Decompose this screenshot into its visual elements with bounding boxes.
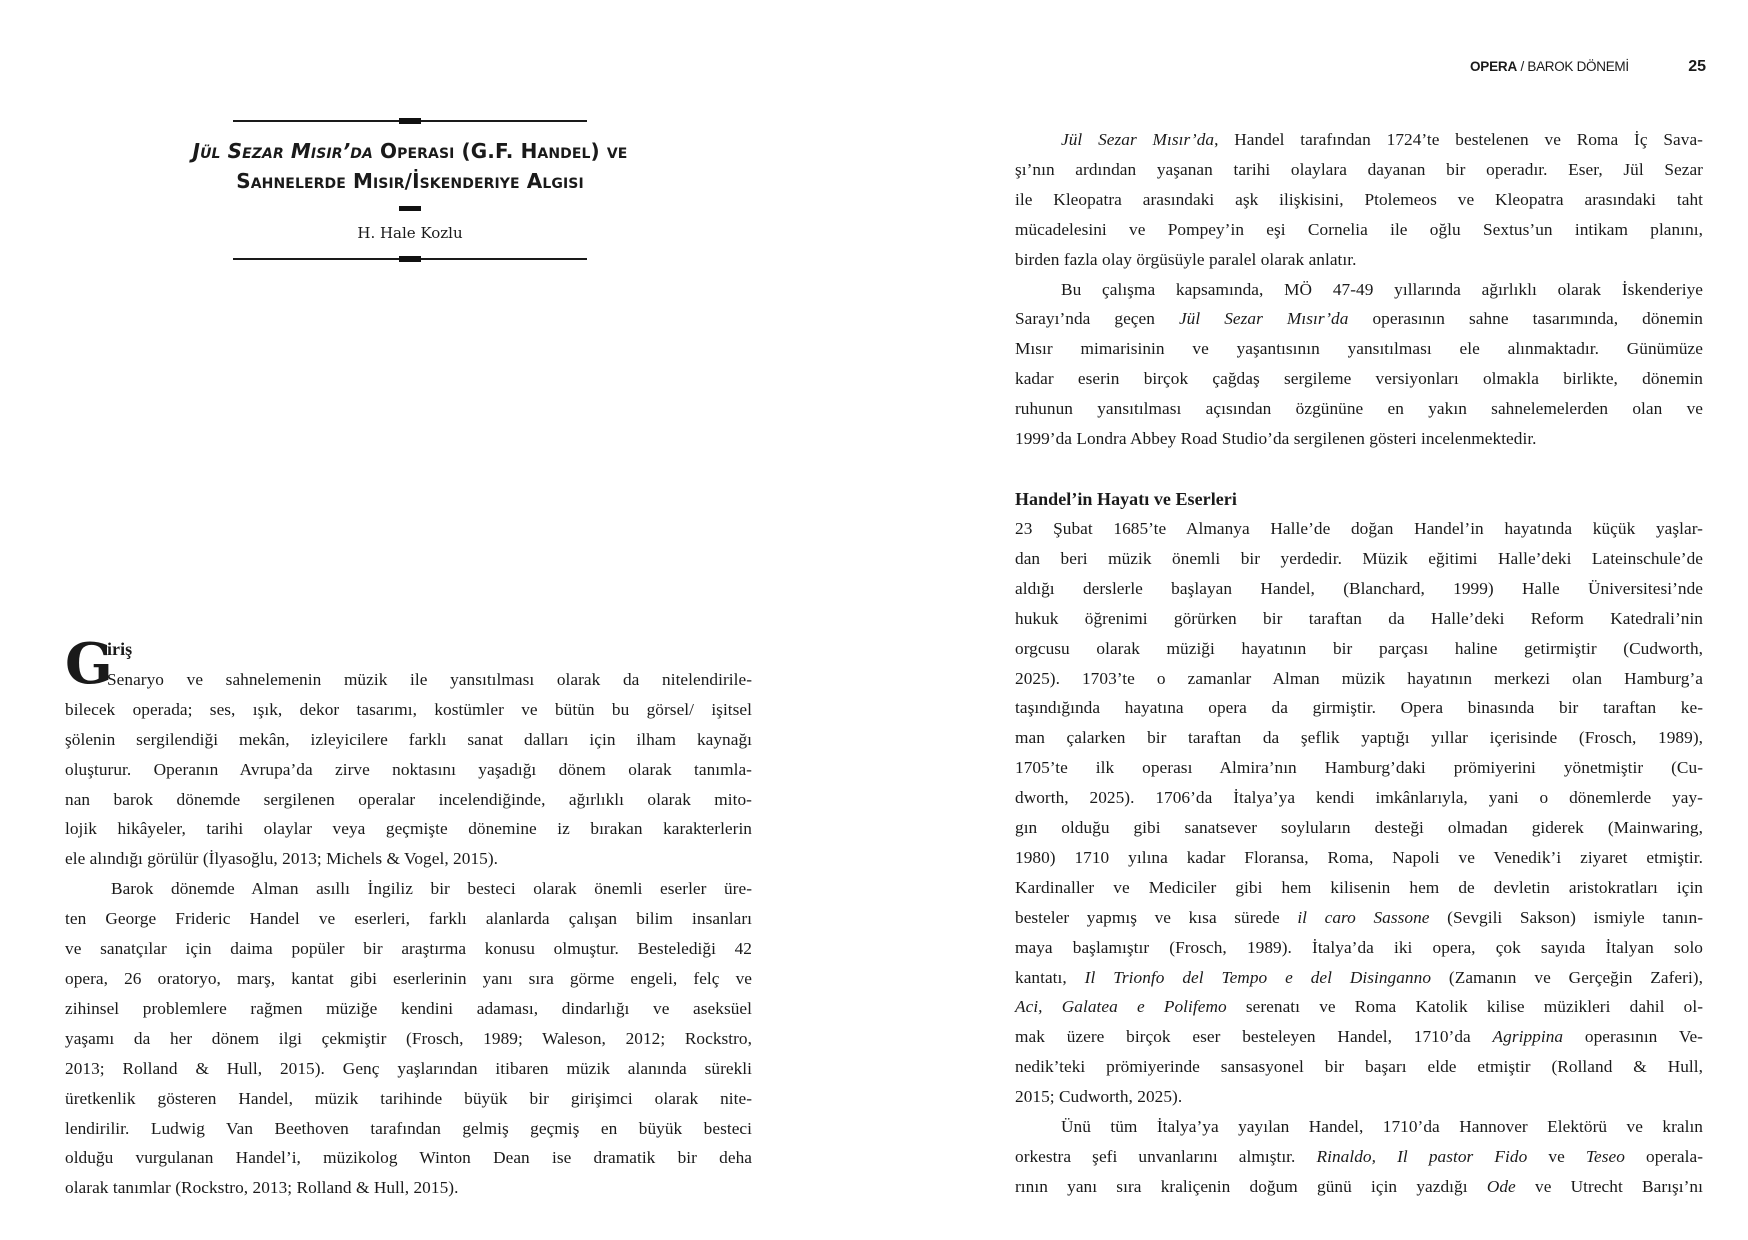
text-line: mak üzere birçok eser besteleyen Handel, 1710’da Agrippina operasının Ve- xyxy=(1015,1027,1703,1047)
text-line: mücadelesini ve Pompey’in eşi Cornelia ile oğlu Sextus’un intikam planını, xyxy=(1015,219,1703,239)
paragraph-handel-intro xyxy=(65,874,752,1203)
text-line: Jül Sezar Mısır’da, Handel tarafından 1724’te bestelenen ve Roma İç Sava- xyxy=(1061,130,1703,149)
title-dash-ornament xyxy=(399,206,421,211)
opera-title-italic: Jül Sezar Mısır’da xyxy=(1061,130,1215,149)
text-line: oluşturur. Operanın Avrupa’da zirve noktasını yaşadığı dönem olarak tanımla- xyxy=(65,759,752,779)
text-line: lendirilir. Ludwig Van Beethoven tarafından gelmiş geçmiş en büyük besteci xyxy=(65,1118,752,1138)
text-line: hukuk öğrenimi görürken bir taraftan da Halle’deki Reform Katedrali’nin xyxy=(1015,608,1703,628)
title-italic-part: Jül Sezar Mısır’da xyxy=(192,139,373,163)
text-line: lojik hikâyeler, tarihi olaylar veya geçmişte dönemine iz bırakan karakterlerin xyxy=(65,819,752,839)
bottom-ornament-rule xyxy=(233,258,587,260)
text-line: üretkenlik gösteren Handel, müzik tarihinde büyük bir girişimci olarak nite- xyxy=(65,1088,752,1108)
text-line: kadar eserin birçok çağdaş sergileme versiyonları olmakla birlikte, dönemin xyxy=(1015,369,1703,389)
text-line: 2013; Rolland & Hull, 2015). Genç yaşlarından itibaren müzik alanında sürekli xyxy=(65,1058,752,1078)
article-title xyxy=(160,136,660,196)
text-line: rının yanı sıra kraliçenin doğum günü için yazdığı Ode ve Utrecht Barışı’nı xyxy=(1015,1176,1703,1196)
text-line: Kardinaller ve Mediciler gibi hem kilisenin hem de devletin aristokratları için xyxy=(1015,877,1703,897)
text-line: 2025). 1703’te o zamanlar Alman müzik hayatının merkezi olan Hamburg’a xyxy=(1015,668,1703,688)
text-line: şölenin sergilendiği mekân, izleyicilere farklı sanat dalları için ilham kaynağı xyxy=(65,729,752,749)
heading-rest: iriş xyxy=(107,639,133,659)
text-line: orkestra şefi unvanlarını almıştır. Rinaldo, Il pastor Fido ve Teseo operala- xyxy=(1015,1147,1704,1166)
text-line: yaşamı da her dönem ilgi çekmiştir (Frosch, 1989; Waleson, 2012; Rockstro, xyxy=(65,1028,752,1048)
header-label xyxy=(1470,59,1629,74)
page-number: 25 xyxy=(1688,58,1706,75)
paragraph-opera-summary xyxy=(1015,125,1703,275)
text-line: ten George Frideric Handel ve eserleri, farklı alanlarda çalışan bilim insanları xyxy=(65,909,752,929)
text-line: 1999’da Londra Abbey Road Studio’da sergilenen gösteri incelenmektedir. xyxy=(1015,429,1537,449)
section-heading-giris xyxy=(65,631,752,697)
left-page-body xyxy=(65,631,752,1203)
title-line1-rest: Operası (G.F. Handel) ve xyxy=(372,139,628,163)
header-subsection: BAROK DÖNEMİ xyxy=(1527,59,1629,74)
text-line: 23 Şubat 1685’te Almanya Halle’de doğan Handel’in hayatında küçük yaşlar- xyxy=(1015,518,1703,538)
text-line: Bu çalışma kapsamında, MÖ 47-49 yıllarında ağırlıklı olarak İskenderiye xyxy=(1061,279,1703,299)
rule-ornament xyxy=(399,256,421,262)
text-line: ele alındığı görülür (İlyasoğlu, 2013; Michels & Vogel, 2015). xyxy=(65,849,498,869)
section-heading-handel-life: Handel’in Hayatı ve Eserleri xyxy=(1015,488,1237,509)
text-line: Aci, Galatea e Polifemo serenatı ve Roma Katolik kilise müzikleri dahil ol- xyxy=(1015,997,1703,1017)
text-line: 1705’te ilk operası Almira’nın Hamburg’daki prömiyerini yönetmiştir (Cu- xyxy=(1015,758,1703,778)
text-line: şı’nın ardından yaşanan tarihi olaylara dayanan bir operadır. Eser, Jül Sezar xyxy=(1015,159,1703,179)
text-line: taşındığında hayatına opera da girmiştir. Opera binasında bir taraftan ke- xyxy=(1015,698,1703,718)
drop-cap: G xyxy=(65,631,113,697)
top-ornament-rule xyxy=(233,120,587,122)
text-line: opera, 26 oratoryo, marş, kantat gibi eserlerinin yanı sıra görme engeli, felç ve xyxy=(65,968,752,988)
text-line: 2015; Cudworth, 2025). xyxy=(1015,1087,1183,1107)
text-line: gın olduğu gibi sanatsever soyluların desteği olmadan giderek (Mainwaring, xyxy=(1015,818,1703,838)
italic-work-title: Aci, Galatea e Polifemo xyxy=(1015,997,1227,1017)
text-line: Barok dönemde Alman asıllı İngiliz bir besteci olarak önemli eserler üre- xyxy=(111,879,752,899)
italic-work-title: Ode xyxy=(1486,1176,1516,1196)
text-line: olduğu vurgulanan Handel’i, müzikolog Winton Dean ise dramatik bir deha xyxy=(65,1148,752,1168)
text-line: ve sanatçılar için daima popüler bir araştırma konusu olmuştur. Bestelediği 42 xyxy=(65,939,752,959)
text-line: kantatı, Il Trionfo del Tempo e del Disinganno (Zamanın ve Gerçeğin Zaferi), xyxy=(1015,967,1703,987)
paragraph-study-scope xyxy=(1015,275,1703,454)
article-title-block xyxy=(160,120,660,260)
text-line: Sarayı’nda geçen Jül Sezar Mısır’da operasının sahne tasarımında, dönemin xyxy=(1015,309,1703,329)
italic-work-title: Agrippina xyxy=(1492,1027,1564,1047)
paragraph-handel-fame xyxy=(1015,1112,1703,1202)
italic-work-title: Teseo xyxy=(1585,1147,1625,1166)
text-line: dan beri müzik önemli bir yerdedir. Müzik eğitimi Halle’deki Lateinschule’de xyxy=(1015,548,1703,568)
text-line: aldığı derslerle başlayan Handel, (Blanchard, 1999) Halle Üniversitesi’nde xyxy=(1015,578,1703,598)
text-line: ruhunun yansıtılması açısından özgününe en yakın sahnelemelerden olan ve xyxy=(1015,399,1703,419)
italic-term: il caro Sassone xyxy=(1297,907,1430,927)
italic-work-title: Rinaldo, Il pastor Fido xyxy=(1316,1147,1528,1166)
text-line: nan barok dönemde sergilenen operalar incelendiğinde, ağırlıklı olarak mito- xyxy=(65,789,752,809)
header-separator: / xyxy=(1517,59,1528,74)
running-header xyxy=(1470,58,1706,82)
text-line: Mısır mimarisinin ve yaşantısının yansıtılması ele alınmaktadır. Günümüze xyxy=(1015,339,1703,359)
text-line: nedik’teki prömiyerinde sansasyonel bir başarı elde etmiştir (Rolland & Hull, xyxy=(1015,1057,1703,1077)
text-line: Senaryo ve sahnelemenin müzik ile yansıtılması olarak da nitelendirile- xyxy=(107,669,752,689)
author-name: H. Hale Kozlu xyxy=(357,224,463,242)
text-line: birden fazla olay örgüsüyle paralel olarak anlatır. xyxy=(1015,249,1357,269)
text-line: orgcusu olarak müziği hayatının bir parçası haline getirmiştir (Cudworth, xyxy=(1015,638,1703,658)
text-line: bilecek operada; ses, ışık, dekor tasarımı, kostümler ve bütün bu görsel/ işitsel xyxy=(65,699,752,719)
opera-title-italic: Jül Sezar Mısır’da xyxy=(1178,309,1349,329)
paragraph-handel-biography xyxy=(1015,514,1703,1112)
rule-ornament xyxy=(399,118,421,124)
paragraph-intro xyxy=(65,695,752,874)
right-page-body xyxy=(1015,125,1703,1202)
title-line2: Sahnelerde Mısır/İskenderiye Algısı xyxy=(236,169,584,193)
text-line: man çalarken bir taraftan da şeflik yaptığı yıllar içerisinde (Frosch, 1989), xyxy=(1015,728,1703,748)
text-line: dworth, 2025). 1706’da İtalya’ya kendi imkânlarıyla, yani o dönemlerde yay- xyxy=(1015,788,1703,808)
text-line: 1980) 1710 yılına kadar Floransa, Roma, Napoli ve Venedik’i ziyaret etmiştir. xyxy=(1015,847,1703,867)
text-line: besteler yapmış ve kısa sürede il caro Sassone (Sevgili Sakson) ismiyle tanın- xyxy=(1015,907,1704,927)
italic-work-title: Il Trionfo del Tempo e del Disinganno xyxy=(1084,967,1432,987)
text-line: Ünü tüm İtalya’ya yayılan Handel, 1710’da Hannover Elektörü ve kralın xyxy=(1061,1117,1703,1137)
text-line: ile Kleopatra arasındaki aşk ilişkisini, Ptolemeos ve Kleopatra arasındaki taht xyxy=(1015,189,1703,209)
text-line: olarak tanımlar (Rockstro, 2013; Rolland & Hull, 2015). xyxy=(65,1178,459,1198)
text-line: maya başlamıştır (Frosch, 1989). İtalya’da iki opera, çok sayıda İtalyan solo xyxy=(1015,937,1703,957)
text-line: zihinsel problemlere rağmen müziğe kendini adaması, dindarlığı ve aseksüel xyxy=(65,998,752,1018)
header-section: OPERA xyxy=(1470,59,1518,74)
